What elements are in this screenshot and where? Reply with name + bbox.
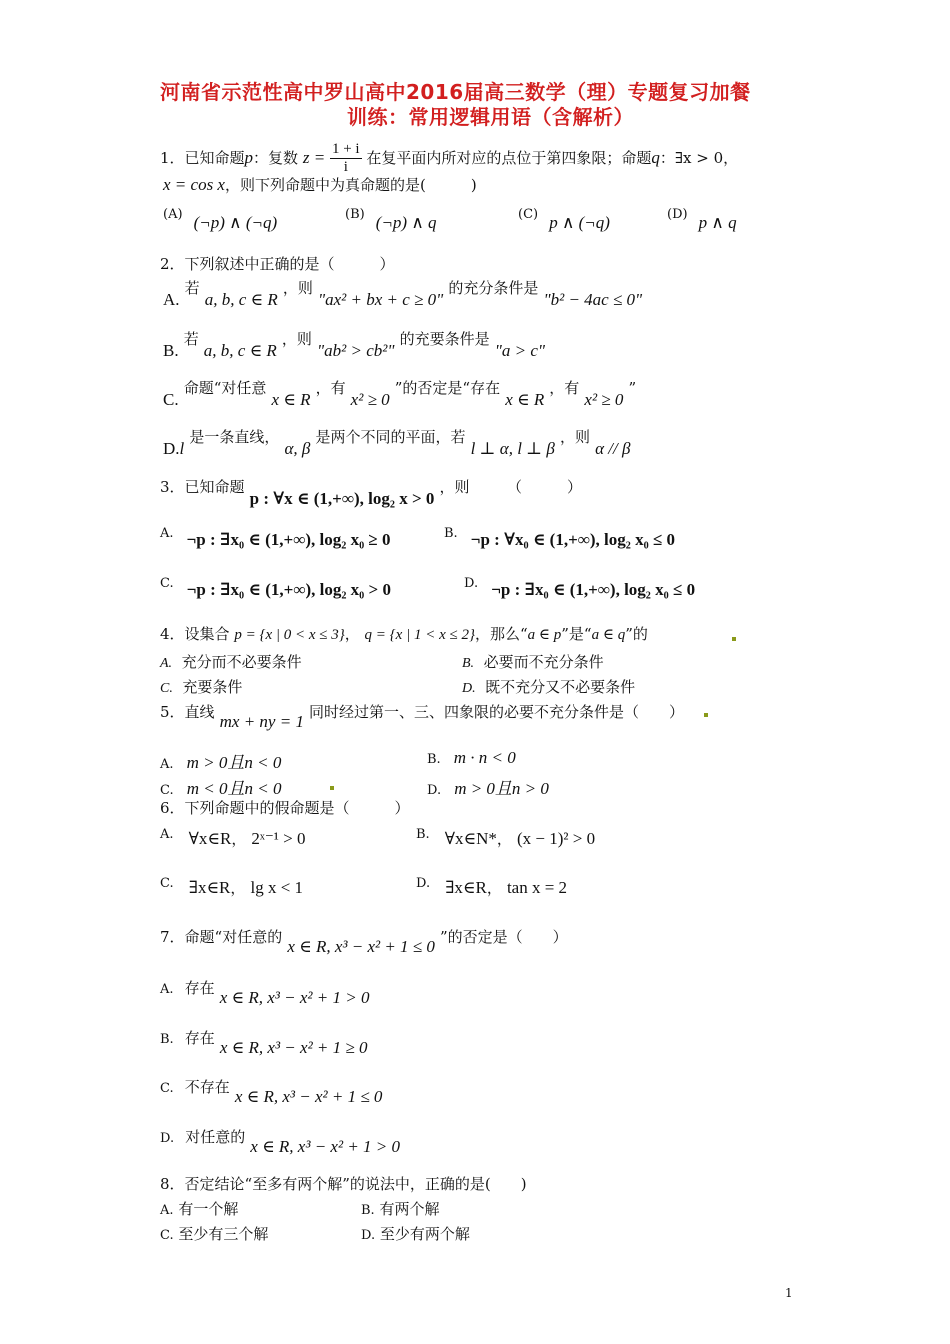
q4-option-a: A. 充分而不必要条件 bbox=[160, 653, 302, 671]
q1-option-c: (C) p ∧ (¬q) bbox=[518, 207, 610, 232]
q6-option-c: $^{C.}$ ∃x∈R， lg x < 1 bbox=[160, 876, 304, 897]
q2-option-b: B. 若 a, b, c ∈ R ，则 "ab² > cb²" 的充要条件是 "a > c" bbox=[163, 330, 546, 360]
q5-option-a: A. m > 0且n < 0 bbox=[160, 753, 282, 772]
stray-dot-mark bbox=[704, 713, 708, 717]
page-number: 1 bbox=[785, 1286, 793, 1300]
q4-option-b: B. 必要而不充分条件 bbox=[462, 653, 604, 671]
q4-option-c: C. 充要条件 bbox=[160, 678, 243, 696]
q2-option-c: C. 命题“对任意 x ∈ R ，有 x² ≥ 0 ”的否定是“存在 x ∈ R ，有 x² ≥ 0 ” bbox=[163, 379, 637, 409]
q6-option-d: $^{D.}$ ∃x∈R， tan x = 2 bbox=[416, 876, 568, 897]
q8-option-d: D. 至少有两个解 bbox=[361, 1225, 470, 1243]
q3-option-b: $^{B.}$ ¬p : ∀x₀ ∈ (1,+∞), log₂ x₀ ≤ 0 bbox=[444, 526, 676, 549]
q7-option-c: C. 不存在 x ∈ R, x³ − x² + 1 ≤ 0 bbox=[160, 1078, 383, 1106]
q5-option-b: B. m · n < 0 bbox=[427, 748, 516, 767]
q3-option-c: $^{C.}$ ¬p : ∃x₀ ∈ (1,+∞), log₂ x₀ > 0 bbox=[160, 576, 391, 599]
stray-dot-mark bbox=[330, 786, 334, 790]
q3-option-a: $^{A.}$ ¬p : ∃x₀ ∈ (1,+∞), log₂ x₀ ≥ 0 bbox=[160, 526, 391, 549]
q5-option-d: D. m > 0且n > 0 bbox=[427, 779, 549, 798]
q1-option-d: (D) p ∧ q bbox=[667, 207, 737, 232]
q7-option-d: D. 对任意的 x ∈ R, x³ − x² + 1 > 0 bbox=[160, 1128, 401, 1156]
q5-stem: 5．直线 mx + ny = 1 同时经过第一、三、四象限的必要不充分条件是（ ） bbox=[160, 703, 685, 731]
q6-option-a: $^{A.}$ ∀x∈R， 2ˣ⁻¹ > 0 bbox=[160, 827, 306, 848]
q5-option-c: C. m < 0且n < 0 bbox=[160, 779, 282, 798]
page-title-line2: 训练：常用逻辑用语（含解析） bbox=[347, 105, 634, 129]
q7-option-a: A. 存在 x ∈ R, x³ − x² + 1 > 0 bbox=[160, 979, 370, 1007]
q8-stem: 8．否定结论“至多有两个解”的说法中，正确的是( ) bbox=[160, 1175, 527, 1193]
q4-option-d: D. 既不充分又不必要条件 bbox=[462, 678, 636, 696]
q7-option-b: B. 存在 x ∈ R, x³ − x² + 1 ≥ 0 bbox=[160, 1029, 368, 1057]
q6-option-b: $^{B.}$ ∀x∈N*， (x − 1)² > 0 bbox=[416, 827, 596, 848]
q6-stem: 6．下列命题中的假命题是（ ） bbox=[160, 799, 410, 817]
q8-option-c: C. 至少有三个解 bbox=[160, 1225, 269, 1243]
q2-option-d: D.l 是一条直线， α, β 是两个不同的平面，若 l ⊥ α, l ⊥ β ，则 α // β bbox=[163, 428, 631, 458]
page-title-line1: 河南省示范性高中罗山高中2016届高三数学（理）专题复习加餐 bbox=[160, 80, 751, 104]
q1-option-a: (A) (¬p) ∧ (¬q) bbox=[163, 207, 278, 232]
q8-option-b: B. 有两个解 bbox=[361, 1200, 440, 1218]
q1-option-b: (B) (¬p) ∧ q bbox=[345, 207, 437, 232]
q3-stem: 3．已知命题 p : ∀x ∈ (1,+∞), log₂ x > 0 ，则 （ ） bbox=[160, 478, 582, 508]
q3-option-d: $^{D.}$ ¬p : ∃x₀ ∈ (1,+∞), log₂ x₀ ≤ 0 bbox=[464, 576, 696, 599]
q4-stem: 4．设集合 p = {x | 0 < x ≤ 3}， q = {x | 1 < x ≤ 2}，那么“a ∈ p”是“a ∈ q”的 bbox=[160, 625, 648, 643]
stray-dot-mark bbox=[732, 637, 736, 641]
q8-option-a: A. 有一个解 bbox=[160, 1200, 239, 1218]
q1-fraction: $\frac{1 + i}{i}$ bbox=[331, 141, 360, 176]
q7-stem: 7．命题“对任意的 x ∈ R, x³ − x² + 1 ≤ 0 ”的否定是（ ） bbox=[160, 928, 568, 956]
q2-stem: 2．下列叙述中正确的是（ ） bbox=[160, 255, 395, 273]
q1-stem: 1．已知命题p：复数 z = $\frac{1 + i}{i}$ 在复平面内所对应的点位于第四象限；命题q：∃x > 0， bbox=[160, 141, 739, 176]
q2-option-a: A. 若 a, b, c ∈ R ，则 "ax² + bx + c ≥ 0" 的充分条件是 "b² − 4ac ≤ 0" bbox=[163, 279, 643, 309]
q1-line2: x = cos x，则下列命题中为真命题的是( ) bbox=[163, 175, 477, 194]
